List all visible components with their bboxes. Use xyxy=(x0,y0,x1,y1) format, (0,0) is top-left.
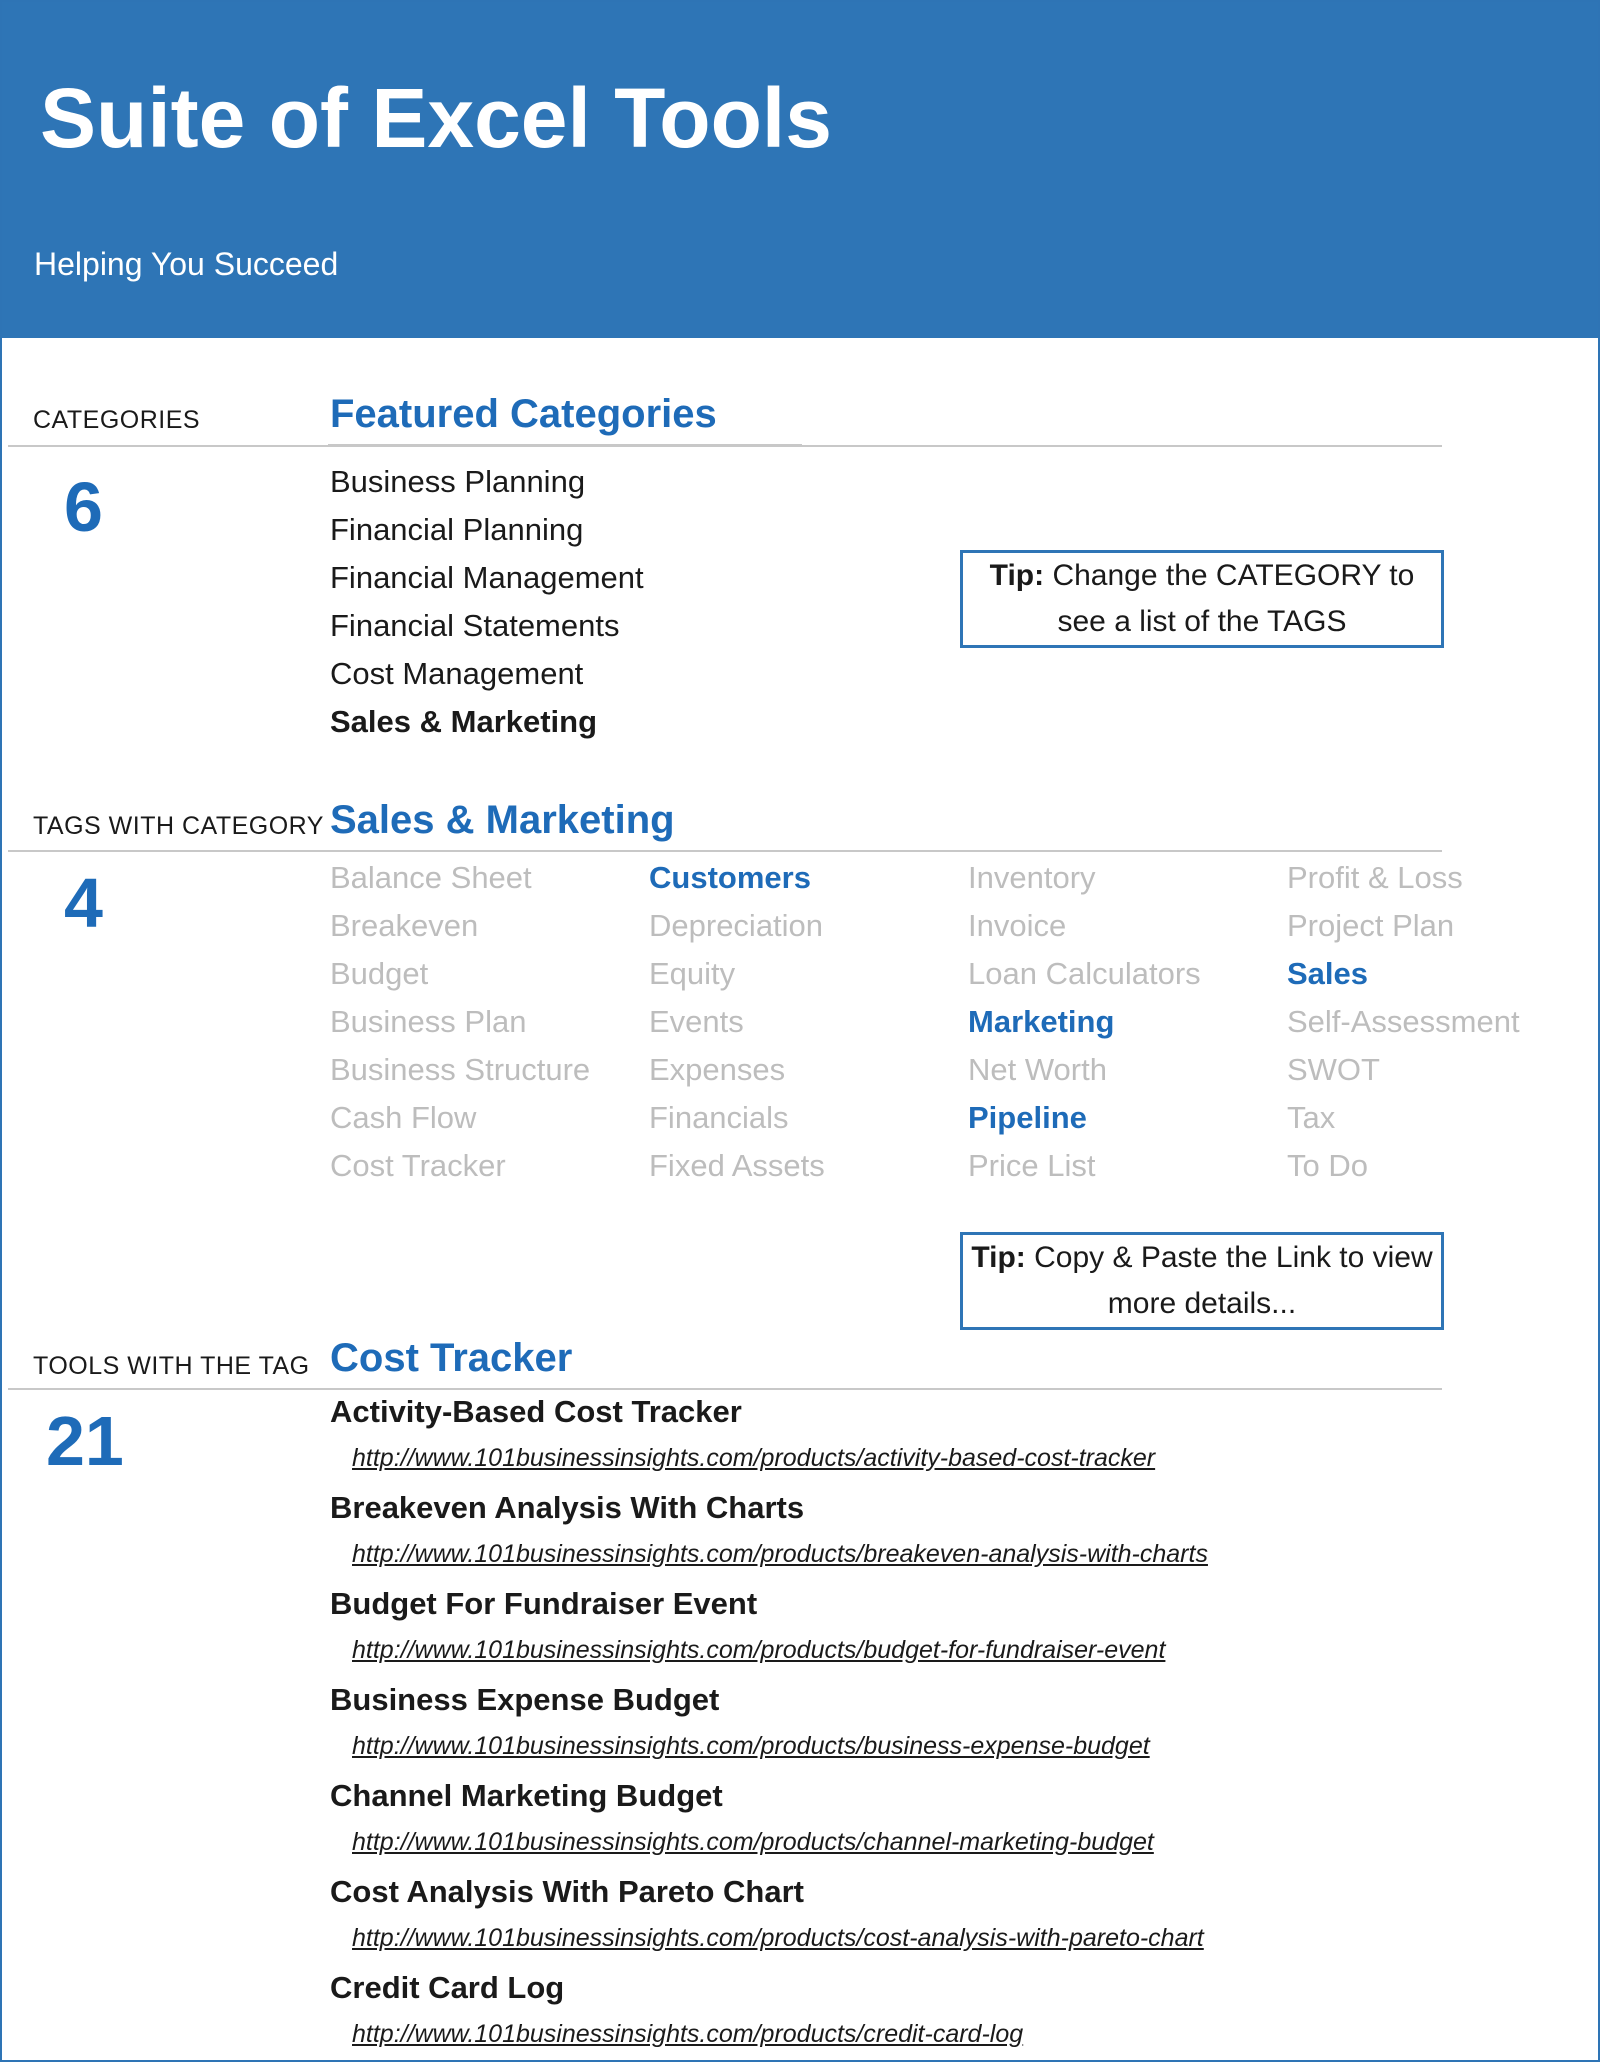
tags-label: TAGS WITH CATEGORY xyxy=(33,812,324,840)
tool-name: Channel Marketing Budget xyxy=(330,1778,723,1813)
tool-link[interactable]: http://www.101businessinsights.com/products/channel-marketing-budget xyxy=(352,1828,1154,1856)
tag-item[interactable]: Net Worth xyxy=(968,1052,1107,1087)
tool-link[interactable]: http://www.101businessinsights.com/products/credit-card-log xyxy=(352,2020,1024,2048)
tag-item[interactable]: Cash Flow xyxy=(330,1100,477,1135)
tip-bold: Tip: xyxy=(971,1241,1026,1274)
tag-item[interactable]: Business Plan xyxy=(330,1004,527,1039)
categories-heading: Featured Categories xyxy=(330,392,717,436)
category-item[interactable]: Financial Planning xyxy=(330,512,584,547)
tag-column-3 xyxy=(968,854,1201,1190)
tag-item[interactable]: Self-Assessment xyxy=(1287,1004,1520,1039)
tip-bold: Tip: xyxy=(989,559,1045,592)
tag-column-4 xyxy=(1287,854,1520,1190)
tools-count: 21 xyxy=(46,1402,124,1480)
tag-column-1 xyxy=(330,854,590,1190)
tag-tip-box xyxy=(960,1232,1444,1330)
tag-item[interactable]: Breakeven xyxy=(330,908,479,943)
category-tip-box xyxy=(960,550,1444,648)
tip-text: Copy & Paste the Link to view more details... xyxy=(1025,1241,1433,1320)
category-list xyxy=(330,458,644,746)
categories-heading-underline xyxy=(328,444,802,447)
tool-link[interactable]: http://www.101businessinsights.com/products/activity-based-cost-tracker xyxy=(352,1444,1156,1472)
tag-item[interactable]: Events xyxy=(649,1004,744,1039)
tool-link[interactable]: http://www.101businessinsights.com/products/cost-analysis-with-pareto-chart xyxy=(352,1924,1204,1952)
tags-divider xyxy=(8,850,1442,852)
tag-item[interactable]: Financials xyxy=(649,1100,789,1135)
category-item[interactable]: Financial Management xyxy=(330,560,644,595)
tag-item[interactable]: Budget xyxy=(330,956,429,991)
tag-item[interactable]: Equity xyxy=(649,956,736,991)
tag-item[interactable]: Project Plan xyxy=(1287,908,1455,943)
tag-item[interactable]: Cost Tracker xyxy=(330,1148,506,1183)
header-banner xyxy=(2,2,1600,338)
tag-item[interactable]: Depreciation xyxy=(649,908,824,943)
tag-item[interactable]: Pipeline xyxy=(968,1100,1087,1135)
tool-name: Activity-Based Cost Tracker xyxy=(330,1394,742,1429)
tag-item[interactable]: Profit & Loss xyxy=(1287,860,1463,895)
tag-item[interactable]: Invoice xyxy=(968,908,1067,943)
tools-divider xyxy=(8,1388,1442,1390)
tool-name: Cost Analysis With Pareto Chart xyxy=(330,1874,804,1909)
tip-text: Change the CATEGORY to see a list of the TAGS xyxy=(1044,559,1415,638)
tag-item[interactable]: Customers xyxy=(649,860,811,895)
tag-item[interactable]: Expenses xyxy=(649,1052,786,1087)
tags-count: 4 xyxy=(64,864,103,942)
tool-link[interactable]: http://www.101businessinsights.com/products/budget-for-fundraiser-event xyxy=(352,1636,1166,1664)
tag-item[interactable]: Balance Sheet xyxy=(330,860,532,895)
tag-item[interactable]: Tax xyxy=(1287,1100,1336,1135)
tool-link[interactable]: http://www.101businessinsights.com/products/breakeven-analysis-with-charts xyxy=(352,1540,1208,1568)
tools-heading: Cost Tracker xyxy=(330,1336,573,1380)
tool-name: Credit Card Log xyxy=(330,1970,565,2005)
categories-count: 6 xyxy=(64,468,103,546)
tag-item[interactable]: Fixed Assets xyxy=(649,1148,825,1183)
tool-name: Breakeven Analysis With Charts xyxy=(330,1490,805,1525)
page-title: Suite of Excel Tools xyxy=(40,71,832,165)
tag-item[interactable]: To Do xyxy=(1287,1148,1368,1183)
tag-item[interactable]: Loan Calculators xyxy=(968,956,1201,991)
tool-link[interactable]: http://www.101businessinsights.com/products/business-expense-budget xyxy=(352,1732,1150,1760)
tag-item[interactable]: Business Structure xyxy=(330,1052,591,1087)
categories-label: CATEGORIES xyxy=(33,406,201,434)
category-item[interactable]: Sales & Marketing xyxy=(330,704,598,739)
tag-item[interactable]: Sales xyxy=(1287,956,1369,991)
page-subtitle: Helping You Succeed xyxy=(34,246,339,282)
tag-item[interactable]: SWOT xyxy=(1287,1052,1380,1087)
tools-label: TOOLS WITH THE TAG xyxy=(33,1352,310,1380)
tags-heading: Sales & Marketing xyxy=(330,798,675,842)
tool-name: Budget For Fundraiser Event xyxy=(330,1586,758,1621)
tag-item[interactable]: Price List xyxy=(968,1148,1096,1183)
category-item[interactable]: Financial Statements xyxy=(330,608,620,643)
category-item[interactable]: Cost Management xyxy=(330,656,584,691)
tag-column-2 xyxy=(649,854,825,1190)
tag-item[interactable]: Marketing xyxy=(968,1004,1115,1039)
tool-name: Business Expense Budget xyxy=(330,1682,720,1717)
tag-item[interactable]: Inventory xyxy=(968,860,1096,895)
category-item[interactable]: Business Planning xyxy=(330,464,586,499)
